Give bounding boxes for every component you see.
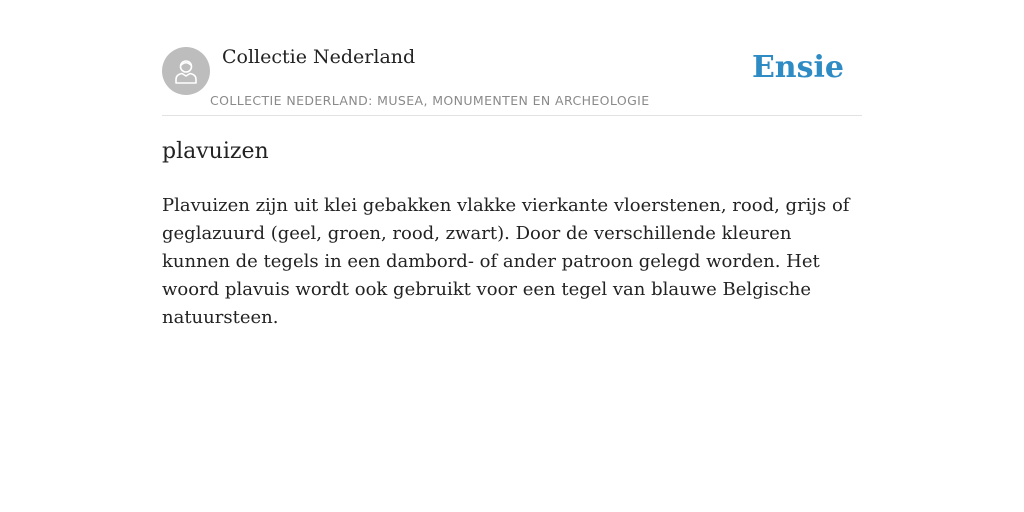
collection-label[interactable]: COLLECTIE NEDERLAND: MUSEA, MONUMENTEN EN ARCHEOLOGIE bbox=[210, 93, 650, 108]
term-definition: Plavuizen zijn uit klei gebakken vlakke vierkante vloerstenen, rood, grijs of geglazuurd (geel, groen, rood, zwart). Door de verschillende kleuren kunnen de tegels in een dambord- of ander patroon gelegd worden. Het woord plavuis wordt ook gebruikt voor een tegel van blauwe Belgische natuursteen. bbox=[162, 195, 850, 328]
entry-header bbox=[162, 44, 862, 116]
author-name[interactable]: Collectie Nederland bbox=[222, 46, 416, 68]
user-avatar-icon bbox=[171, 56, 201, 86]
term-title: plavuizen bbox=[162, 139, 269, 164]
ensie-logo[interactable]: Ensie bbox=[751, 50, 844, 85]
author-avatar[interactable] bbox=[162, 47, 210, 95]
